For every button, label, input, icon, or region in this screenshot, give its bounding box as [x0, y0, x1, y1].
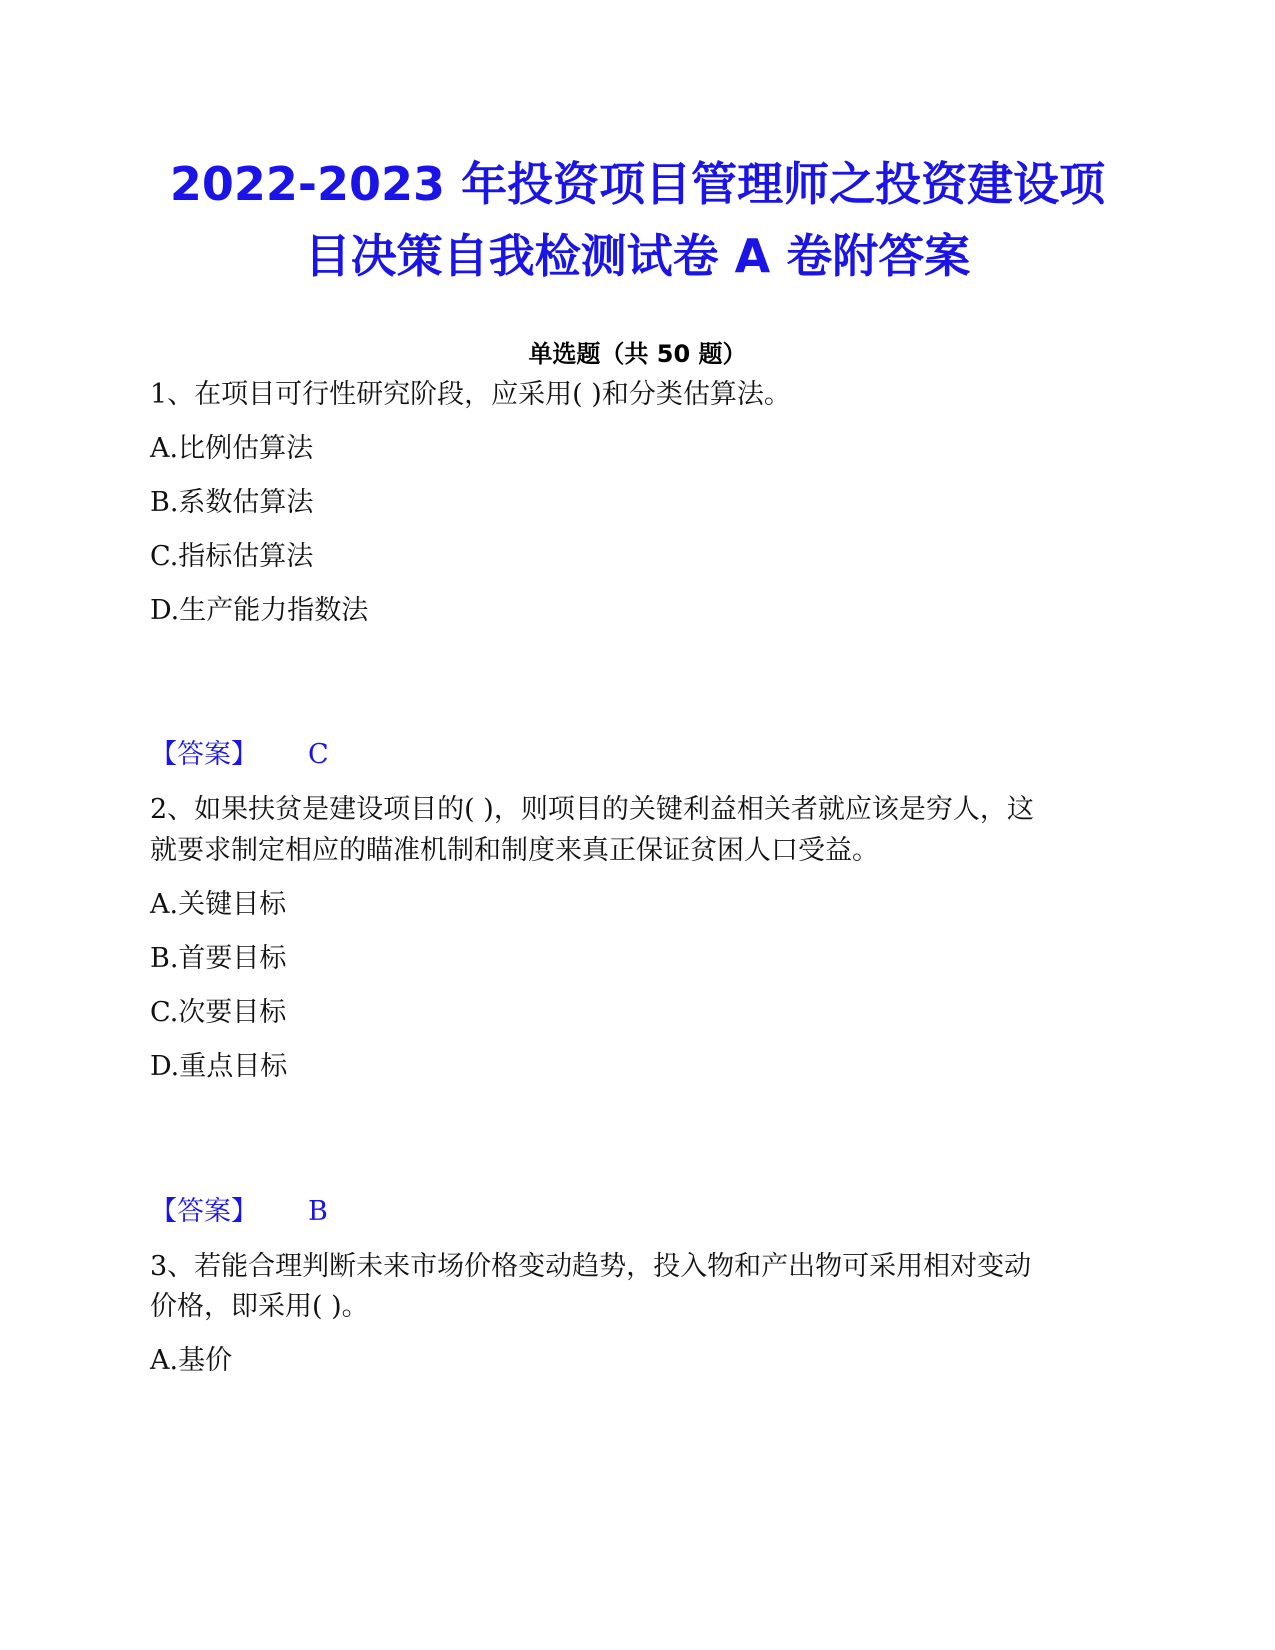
question-2-stem-line-2: 就要求制定相应的瞄准机制和制度来真正保证贫困人口受益。: [150, 835, 879, 866]
question-1-stem: 1、在项目可行性研究阶段，应采用( )和分类估算法。: [150, 379, 791, 410]
document-title: [0, 148, 1275, 292]
question-1-option-b: B.系数估算法: [150, 487, 314, 518]
question-2-option-d: D.重点目标: [150, 1051, 288, 1082]
question-1-answer: [150, 734, 1130, 776]
answer-value: C: [308, 739, 329, 770]
question-2-option-c: C.次要目标: [150, 997, 287, 1028]
question-1-option-c: C.指标估算法: [150, 541, 314, 572]
question-3-stem-line-1: 3、若能合理判断未来市场价格变动趋势，投入物和产出物可采用相对变动: [150, 1251, 1032, 1282]
question-2-stem-line-1: 2、如果扶贫是建设项目的( )，则项目的关键利益相关者就应该是穷人，这: [150, 794, 1034, 825]
question-2-option-a: A.关键目标: [150, 889, 287, 920]
question-1-option-d: D.生产能力指数法: [150, 595, 369, 626]
answer-label: 【答案】: [150, 739, 258, 770]
title-line-2: 目决策自我检测试卷 A 卷附答案: [304, 229, 971, 283]
question-1-option-a: A.比例估算法: [150, 433, 314, 464]
question-2-answer: [150, 1191, 1130, 1233]
section-heading: 单选题（共 50 题）: [528, 340, 747, 368]
question-2-option-b: B.首要目标: [150, 943, 287, 974]
question-3-option-a: A.基价: [150, 1345, 233, 1376]
answer-label: 【答案】: [150, 1196, 258, 1227]
question-3-stem-line-2: 价格，即采用( )。: [150, 1291, 369, 1322]
title-line-1: 2022-2023 年投资项目管理师之投资建设项: [169, 157, 1106, 211]
answer-value: B: [308, 1196, 328, 1227]
